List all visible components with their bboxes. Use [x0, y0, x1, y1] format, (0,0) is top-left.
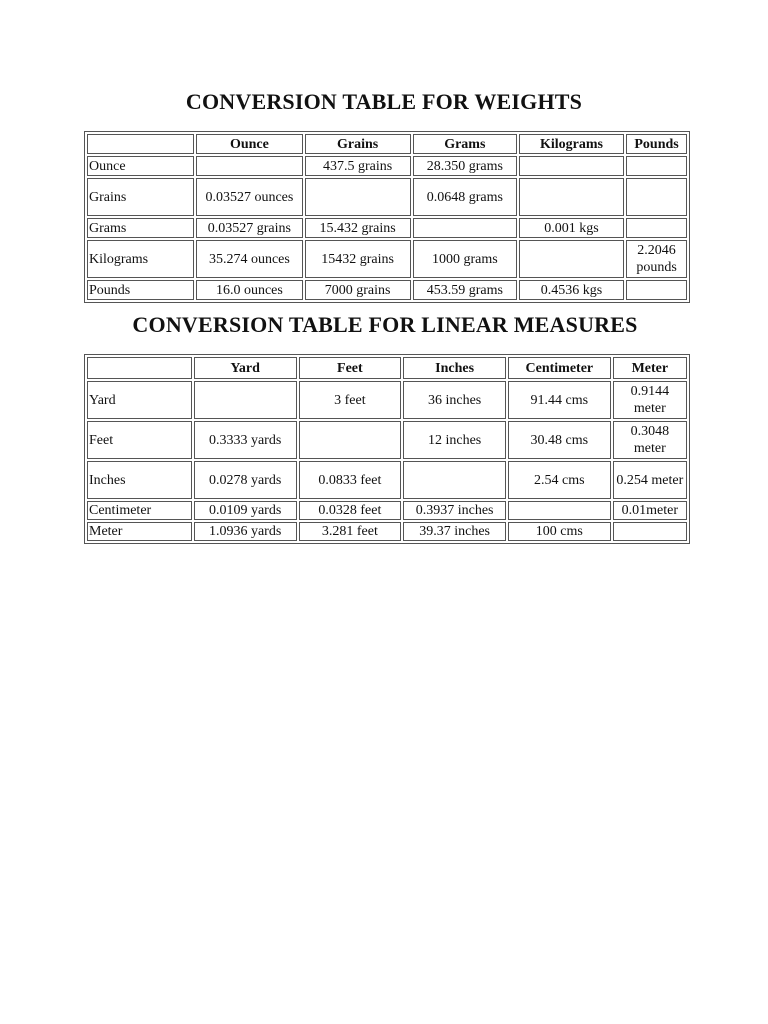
column-header: Meter: [613, 357, 687, 379]
table-cell: 2.54 cms: [508, 461, 611, 499]
row-header: Centimeter: [87, 501, 192, 520]
table-cell: 35.274 ounces: [196, 240, 302, 278]
table-cell: 36 inches: [403, 381, 506, 419]
table-cell: [196, 156, 302, 176]
table-cell: [519, 178, 624, 216]
column-header: Kilograms: [519, 134, 624, 154]
table-cell: [519, 240, 624, 278]
column-header: Yard: [194, 357, 297, 379]
row-header: Meter: [87, 522, 192, 541]
table-cell: 3 feet: [299, 381, 402, 419]
table-row: [87, 280, 687, 300]
table-cell: 0.254 meter: [613, 461, 687, 499]
row-header: Ounce: [87, 156, 194, 176]
table-cell: 3.281 feet: [299, 522, 402, 541]
table-cell: 0.03527 ounces: [196, 178, 302, 216]
linear-table-title: CONVERSION TABLE FOR LINEAR MEASURES: [132, 312, 638, 337]
table-cell: 100 cms: [508, 522, 611, 541]
table-row: [87, 156, 687, 176]
table-header-row: [87, 357, 687, 379]
table-cell: [626, 218, 687, 238]
row-header: Inches: [87, 461, 192, 499]
table-cell: 0.3048 meter: [613, 421, 687, 459]
row-header: Kilograms: [87, 240, 194, 278]
table-cell: 0.3937 inches: [403, 501, 506, 520]
table-cell: [299, 421, 402, 459]
column-header: Feet: [299, 357, 402, 379]
table-cell: [519, 156, 624, 176]
table-cell: 0.4536 kgs: [519, 280, 624, 300]
weights-conversion-table: [84, 131, 690, 303]
row-header: Grams: [87, 218, 194, 238]
table-row: [87, 522, 687, 541]
table-cell: [403, 461, 506, 499]
table-cell: 437.5 grains: [305, 156, 411, 176]
table-row: [87, 178, 687, 216]
table-cell: 0.0648 grams: [413, 178, 517, 216]
linear-conversion-table: [84, 354, 690, 544]
column-header: Centimeter: [508, 357, 611, 379]
table-row: [87, 421, 687, 459]
table-cell: 0.0278 yards: [194, 461, 297, 499]
table-cell: 0.0833 feet: [299, 461, 402, 499]
column-header: Pounds: [626, 134, 687, 154]
row-header: Grains: [87, 178, 194, 216]
table-cell: 15432 grains: [305, 240, 411, 278]
table-cell: 0.3333 yards: [194, 421, 297, 459]
table-cell: [413, 218, 517, 238]
table-cell: 0.03527 grains: [196, 218, 302, 238]
table-cell: 28.350 grams: [413, 156, 517, 176]
column-header: Inches: [403, 357, 506, 379]
table-cell: 7000 grains: [305, 280, 411, 300]
table-cell: 453.59 grams: [413, 280, 517, 300]
table-cell: [626, 156, 687, 176]
table-cell: 39.37 inches: [403, 522, 506, 541]
table-cell: [626, 280, 687, 300]
column-header: Grams: [413, 134, 517, 154]
table-cell: 0.0328 feet: [299, 501, 402, 520]
table-cell: [508, 501, 611, 520]
column-header: [87, 357, 192, 379]
column-header: Grains: [305, 134, 411, 154]
table-cell: [613, 522, 687, 541]
column-header: [87, 134, 194, 154]
table-cell: 0.001 kgs: [519, 218, 624, 238]
row-header: Pounds: [87, 280, 194, 300]
table-cell: [626, 178, 687, 216]
table-cell: 0.9144 meter: [613, 381, 687, 419]
row-header: Feet: [87, 421, 192, 459]
table-cell: 15.432 grains: [305, 218, 411, 238]
table-row: [87, 461, 687, 499]
table-cell: [194, 381, 297, 419]
table-cell: 2.2046 pounds: [626, 240, 687, 278]
table-row: [87, 218, 687, 238]
table-cell: 16.0 ounces: [196, 280, 302, 300]
table-cell: 1000 grams: [413, 240, 517, 278]
table-cell: 1.0936 yards: [194, 522, 297, 541]
table-header-row: [87, 134, 687, 154]
table-cell: 0.0109 yards: [194, 501, 297, 520]
column-header: Ounce: [196, 134, 302, 154]
row-header: Yard: [87, 381, 192, 419]
table-cell: 12 inches: [403, 421, 506, 459]
table-cell: 0.01meter: [613, 501, 687, 520]
table-row: [87, 501, 687, 520]
table-cell: [305, 178, 411, 216]
table-cell: 30.48 cms: [508, 421, 611, 459]
weights-table-title: CONVERSION TABLE FOR WEIGHTS: [185, 89, 583, 114]
table-row: [87, 381, 687, 419]
table-row: [87, 240, 687, 278]
table-cell: 91.44 cms: [508, 381, 611, 419]
